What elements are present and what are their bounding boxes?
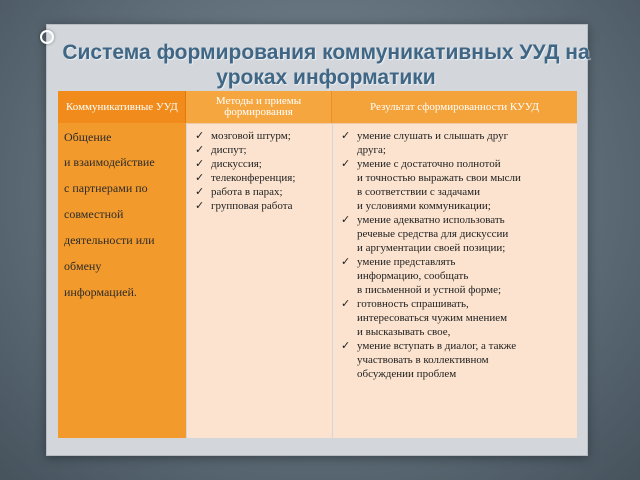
method-text: дискуссия; [211,158,262,170]
result-line: и аргументации своей позиции; [357,242,506,254]
result-line: в письменной и устной форме; [357,284,502,296]
list-item [191,129,328,143]
col1-line: обмену [64,259,102,273]
checkmark-icon: ✓ [341,339,351,352]
list-item [337,157,573,213]
list-item [191,171,328,185]
method-text: групповая работа [211,200,293,212]
checkmark-icon: ✓ [195,199,205,212]
slide-title: Система формирования коммуникативных УУД на уроках информатики [62,41,590,89]
methods-list [191,129,328,213]
list-item [337,255,573,297]
method-text: телеконференция; [211,172,296,184]
result-line: информацию, сообщать [357,270,469,282]
method-text: работа в парах; [211,186,283,198]
result-cell [333,123,577,438]
list-item [337,129,573,157]
list-item [191,143,328,157]
col1-line: Общение [64,130,112,144]
result-line: умение вступать в диалог, а также [357,340,517,352]
result-line: готовность спрашивать, [357,298,469,310]
checkmark-icon: ✓ [341,129,351,142]
result-line: умение с достаточно полнотой [357,158,501,170]
result-line: в соответствии с задачами [357,186,481,198]
checkmark-icon: ✓ [195,185,205,198]
result-line: умение слушать и слышать друг [357,130,509,142]
col1-line: деятельности или [64,233,155,247]
result-line: и условиями коммуникации; [357,200,491,212]
result-line: интересоваться чужим мнением [357,312,508,324]
result-line: умение представлять [357,256,456,268]
list-item [337,339,573,381]
list-item [191,157,328,171]
list-item [191,185,328,199]
list-item [337,213,573,255]
result-line: и высказывать свое, [357,326,451,338]
decorative-circle-icon [40,30,54,44]
checkmark-icon: ✓ [341,157,351,170]
header-result: Результат сформированности КУУД [332,91,577,123]
checkmark-icon: ✓ [195,157,205,170]
result-line: речевые средства для дискуссии [357,228,509,240]
communicative-uud-cell [58,123,186,438]
result-line: и точностью выражать свои мысли [357,172,521,184]
results-list [337,129,573,381]
col1-line: совместной [64,207,124,221]
col1-line: с партнерами по [64,181,148,195]
list-item [191,199,328,213]
col1-line: и взаимодействие [64,155,155,169]
uud-table [58,91,577,438]
result-line: умение адекватно использовать [357,214,505,226]
result-line: обсуждении проблем [357,368,457,380]
checkmark-icon: ✓ [341,297,351,310]
checkmark-icon: ✓ [341,213,351,226]
method-text: диспут; [211,144,247,156]
result-line: участвовать в коллективном [357,354,489,366]
methods-cell [187,123,332,438]
checkmark-icon: ✓ [195,129,205,142]
header-methods: Методы и приемы формирования [186,91,332,123]
checkmark-icon: ✓ [195,171,205,184]
list-item [337,297,573,339]
result-line: друга; [357,144,386,156]
method-text: мозговой штурм; [211,130,291,142]
table-header-row [58,91,577,123]
header-communicative-uud: Коммуникативные УУД [58,91,186,123]
checkmark-icon: ✓ [195,143,205,156]
col1-line: информацией. [64,285,137,299]
checkmark-icon: ✓ [341,255,351,268]
